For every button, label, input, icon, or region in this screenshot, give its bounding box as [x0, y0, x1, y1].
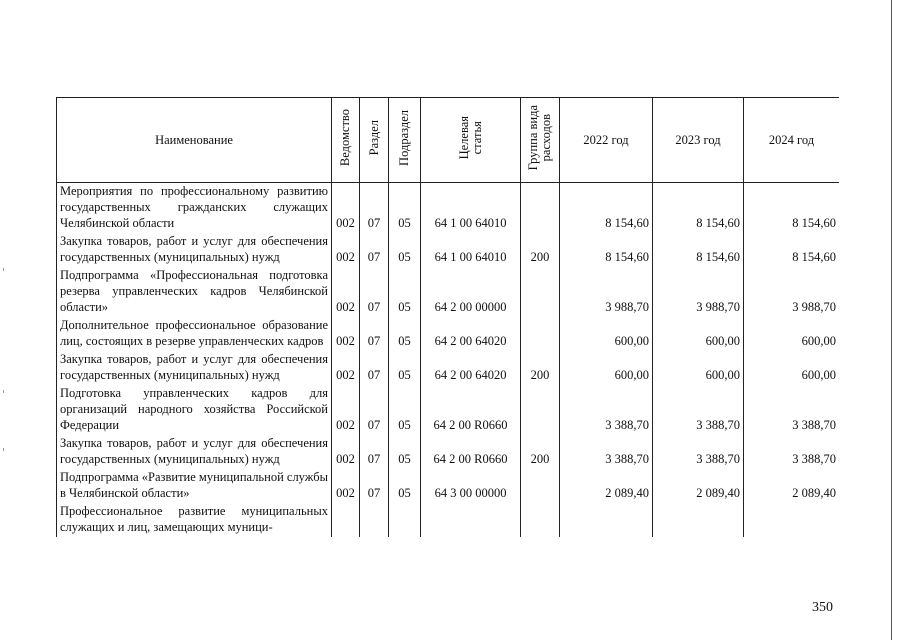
- table-row: [57, 317, 840, 351]
- row-podrazdel: 05: [389, 317, 421, 351]
- table-row: [57, 469, 840, 503]
- row-name: Закупка товаров, работ и услуг для обеспечения государственных (муниципальных) нужд: [57, 351, 332, 385]
- row-2022: 3 388,70: [560, 385, 653, 435]
- header-podrazdel: Подраздел: [389, 98, 421, 183]
- row-razdel: 07: [360, 267, 389, 317]
- row-vedomstvo: 002: [332, 351, 360, 385]
- row-name: Закупка товаров, работ и услуг для обеспечения государственных (муниципальных) нужд: [57, 233, 332, 267]
- row-razdel: 07: [360, 385, 389, 435]
- row-2023: [653, 503, 744, 537]
- budget-table: [56, 97, 839, 537]
- row-2023: 8 154,60: [653, 233, 744, 267]
- row-2023: 600,00: [653, 317, 744, 351]
- row-2024: 3 388,70: [744, 435, 840, 469]
- row-gruppa: [521, 267, 560, 317]
- row-razdel: 07: [360, 317, 389, 351]
- row-2022: 600,00: [560, 317, 653, 351]
- row-vedomstvo: 002: [332, 435, 360, 469]
- row-razdel: 07: [360, 351, 389, 385]
- row-gruppa: [521, 469, 560, 503]
- row-2023: 2 089,40: [653, 469, 744, 503]
- row-vedomstvo: 002: [332, 183, 360, 234]
- row-tselevaya: 64 1 00 64010: [421, 233, 521, 267]
- row-2024: 3 988,70: [744, 267, 840, 317]
- row-2022: 600,00: [560, 351, 653, 385]
- row-name: Подготовка управленческих кадров для организаций народного хозяйства Российской Федерации: [57, 385, 332, 435]
- row-2022: 8 154,60: [560, 183, 653, 234]
- row-podrazdel: 05: [389, 385, 421, 435]
- header-razdel: Раздел: [360, 98, 389, 183]
- row-podrazdel: [389, 503, 421, 537]
- row-vedomstvo: 002: [332, 233, 360, 267]
- row-2023: 8 154,60: [653, 183, 744, 234]
- row-name: Подпрограмма «Развитие муниципальной службы в Челябинской области»: [57, 469, 332, 503]
- row-gruppa: 200: [521, 233, 560, 267]
- header-gruppa-vida-raskhodov: Группа вида расходов: [521, 98, 560, 183]
- row-razdel: [360, 503, 389, 537]
- row-gruppa: [521, 503, 560, 537]
- row-razdel: 07: [360, 233, 389, 267]
- row-vedomstvo: 002: [332, 267, 360, 317]
- header-year-2024: 2024 год: [744, 98, 840, 183]
- row-2024: 600,00: [744, 317, 840, 351]
- row-gruppa: [521, 183, 560, 234]
- row-tselevaya: 64 2 00 64020: [421, 317, 521, 351]
- row-podrazdel: 05: [389, 351, 421, 385]
- row-vedomstvo: 002: [332, 385, 360, 435]
- scan-speck: [3, 268, 4, 271]
- row-gruppa: [521, 317, 560, 351]
- row-2024: 8 154,60: [744, 183, 840, 234]
- scan-edge-line: [891, 0, 892, 640]
- page-number: 350: [812, 600, 833, 615]
- table-row: [57, 503, 840, 537]
- row-tselevaya: [421, 503, 521, 537]
- row-2022: 3 388,70: [560, 435, 653, 469]
- table-row: [57, 183, 840, 234]
- row-tselevaya: 64 2 00 00000: [421, 267, 521, 317]
- row-name: Мероприятия по профессиональному развитию государственных гражданских служащих Челябинской области: [57, 183, 332, 234]
- header-name: Наименование: [57, 98, 332, 183]
- row-2024: [744, 503, 840, 537]
- row-2022: 3 988,70: [560, 267, 653, 317]
- row-name: Дополнительное профессиональное образование лиц, состоящих в резерве управленческих кадров: [57, 317, 332, 351]
- table-row: [57, 385, 840, 435]
- scan-speck: [3, 390, 4, 393]
- header-year-2023: 2023 год: [653, 98, 744, 183]
- row-2022: [560, 503, 653, 537]
- table-header-row: [57, 98, 840, 183]
- row-2023: 600,00: [653, 351, 744, 385]
- budget-table-container: [56, 97, 839, 590]
- row-razdel: 07: [360, 435, 389, 469]
- row-tselevaya: 64 3 00 00000: [421, 469, 521, 503]
- row-2024: 8 154,60: [744, 233, 840, 267]
- row-podrazdel: 05: [389, 469, 421, 503]
- table-row: [57, 233, 840, 267]
- row-razdel: 07: [360, 183, 389, 234]
- row-gruppa: 200: [521, 435, 560, 469]
- row-2022: 2 089,40: [560, 469, 653, 503]
- table-row: [57, 435, 840, 469]
- row-tselevaya: 64 1 00 64010: [421, 183, 521, 234]
- row-vedomstvo: [332, 503, 360, 537]
- row-gruppa: 200: [521, 351, 560, 385]
- header-tselevaya-statya: Целевая статья: [421, 98, 521, 183]
- row-podrazdel: 05: [389, 183, 421, 234]
- row-2023: 3 388,70: [653, 435, 744, 469]
- header-vedomstvo: Ведомство: [332, 98, 360, 183]
- table-row: [57, 351, 840, 385]
- row-2023: 3 988,70: [653, 267, 744, 317]
- row-2022: 8 154,60: [560, 233, 653, 267]
- row-2024: 2 089,40: [744, 469, 840, 503]
- row-2024: 3 388,70: [744, 385, 840, 435]
- row-podrazdel: 05: [389, 435, 421, 469]
- row-podrazdel: 05: [389, 267, 421, 317]
- row-name: Подпрограмма «Профессиональная подготовка резерва управленческих кадров Челябинской области»: [57, 267, 332, 317]
- row-podrazdel: 05: [389, 233, 421, 267]
- row-gruppa: [521, 385, 560, 435]
- row-tselevaya: 64 2 00 R0660: [421, 435, 521, 469]
- table-row: [57, 267, 840, 317]
- row-razdel: 07: [360, 469, 389, 503]
- row-vedomstvo: 002: [332, 317, 360, 351]
- row-tselevaya: 64 2 00 R0660: [421, 385, 521, 435]
- header-year-2022: 2022 год: [560, 98, 653, 183]
- row-vedomstvo: 002: [332, 469, 360, 503]
- scan-speck: [3, 448, 4, 451]
- row-2024: 600,00: [744, 351, 840, 385]
- row-name: Закупка товаров, работ и услуг для обеспечения государственных (муниципальных) нужд: [57, 435, 332, 469]
- row-tselevaya: 64 2 00 64020: [421, 351, 521, 385]
- row-2023: 3 388,70: [653, 385, 744, 435]
- row-name: Профессиональное развитие муниципальных служащих и лиц, замещающих муници-: [57, 503, 332, 537]
